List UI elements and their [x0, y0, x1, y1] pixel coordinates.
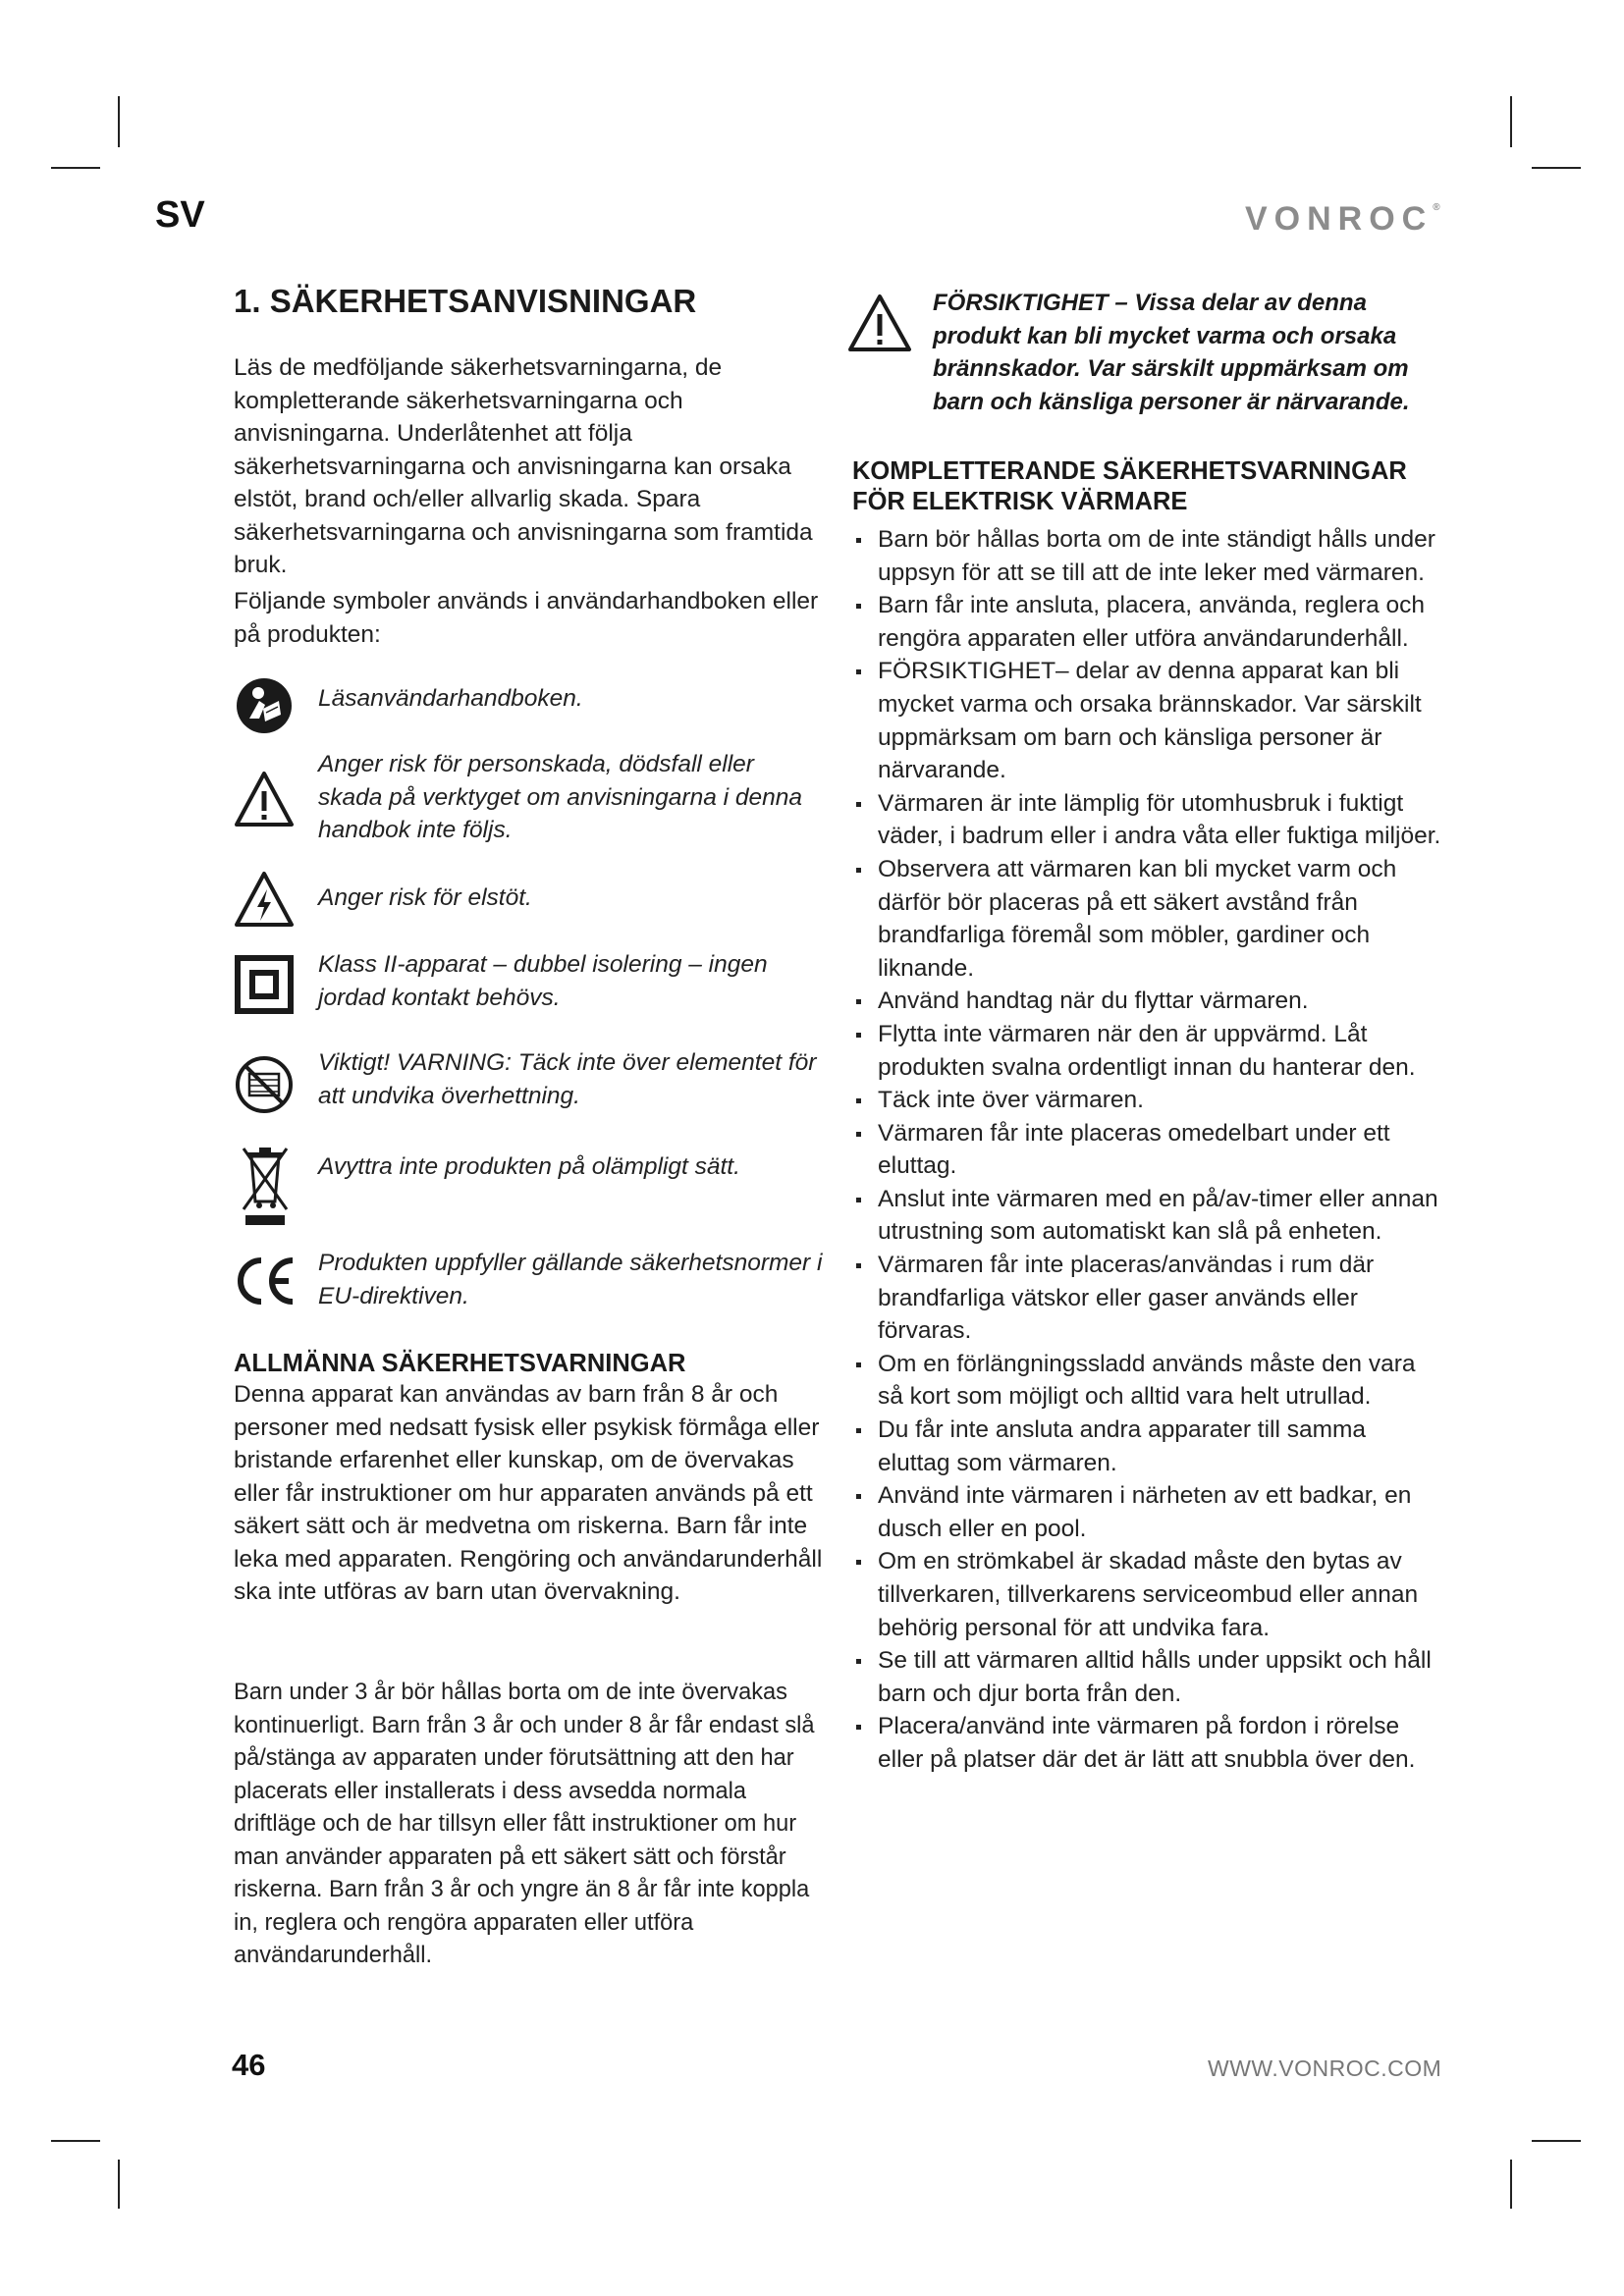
list-item	[852, 523, 1441, 589]
supplementary-warnings-heading: KOMPLETTERANDE SÄKERHETSVARNINGAR FÖR ELEKTRISK VÄRMARE	[852, 457, 1407, 515]
symbol-text: Klass II-apparat – dubbel isolering – ingen jordad kontakt behövs.	[318, 951, 768, 1011]
intro-paragraph: Läs de medföljande säkerhetsvarningarna, de kompletterande säkerhetsvarningarna och anvisningarna. Underlåtenhet att följa säkerhetsvarningarna och anvisningarna kan orsaka elstöt, brand och/eller allvarlig skada. Spara säkerhetsvarningarna och anvisningarna som framtida bruk.	[234, 354, 813, 578]
crop-mark	[118, 96, 120, 147]
list-item	[852, 589, 1441, 655]
list-item-text: Placera/använd inte värmaren på fordon i rörelse eller på platser där det är lätt att snubbla över den.	[878, 1713, 1416, 1773]
children-paragraph: Barn under 3 år bör hållas borta om de inte övervakas kontinuerligt. Barn från 3 år och under 8 år får endast slå på/stänga av apparaten under förutsättning att den har placerats eller installerats i dess avsedda normala driftläge och de har tillsyn eller fått instruktioner om hur man använder apparaten på ett säkert sätt och förstår riskerna. Barn från 3 år och yngre än 8 år får inte koppla in, reglera och rengöra apparaten eller utföra användarunderhåll.	[234, 1680, 815, 1968]
general-warnings-paragraph: Denna apparat kan användas av barn från 8 år och personer med nedsatt fysisk eller psykisk förmåga eller bristande erfarenhet eller kunskap, om de övervakas eller får instruktioner om hur apparaten används på ett säkert sätt och är medvetna om riskerna. Barn får inte leka med apparaten. Rengöring och användarunderhåll ska inte utföras av barn utan övervakning.	[234, 1381, 823, 1605]
list-item-text: Värmaren får inte placeras/användas i rum där brandfarliga vätskor eller gaser används eller förvaras.	[878, 1252, 1375, 1345]
list-item-text: Anslut inte värmaren med en på/av-timer eller annan utrustning som automatiskt kan slå på enheten.	[878, 1185, 1438, 1246]
website-url: WWW.VONROC.COM	[1208, 2056, 1442, 2081]
list-item-text: Använd inte värmaren i närheten av ett badkar, en dusch eller en pool.	[878, 1482, 1412, 1542]
read-manual-icon	[234, 675, 295, 736]
list-item	[852, 1249, 1441, 1348]
symbol-row	[234, 948, 823, 1023]
symbol-row	[234, 1046, 823, 1121]
warning-triangle-icon	[234, 770, 295, 830]
symbol-text: Läsanvändarhandboken.	[318, 685, 583, 712]
caution-triangle-icon	[846, 293, 913, 353]
list-item-text: Se till att värmaren alltid hålls under uppsikt och håll barn och djur borta från den.	[878, 1647, 1432, 1707]
list-item-text: Observera att värmaren kan bli mycket varm och därför bör placeras på ett säkert avstånd från brandfarliga föremål som möbler, gardiner och liknande.	[878, 855, 1397, 982]
list-item-text: Flytta inte värmaren när den är uppvärmd. Låt produkten svalna ordentligt innan du hanterar den.	[878, 1020, 1416, 1081]
ce-mark-icon	[234, 1255, 297, 1308]
list-item	[852, 655, 1441, 786]
page-number: 46	[232, 2048, 266, 2082]
list-item	[852, 1018, 1441, 1084]
symbols-intro: Följande symboler används i användarhandboken eller på produkten:	[234, 588, 819, 648]
general-warnings-heading: ALLMÄNNA SÄKERHETSVARNINGAR	[234, 1350, 686, 1377]
list-item	[852, 1084, 1441, 1117]
caution-hot-surfaces: FÖRSIKTIGHET – Vissa delar av denna produkt kan bli mycket varma och orsaka brännskador. Var särskilt uppmärksam om barn och känsliga personer är närvarande.	[933, 290, 1410, 415]
crop-mark	[1510, 96, 1512, 147]
section-title: 1. SÄKERHETSANVISNINGAR	[234, 283, 697, 319]
crop-mark	[51, 2140, 100, 2142]
crop-mark	[1532, 167, 1581, 169]
list-item	[852, 1117, 1441, 1183]
electric-shock-triangle-icon	[234, 870, 295, 931]
list-item-text: Använd handtag när du flyttar värmaren.	[878, 988, 1309, 1015]
list-item-text: FÖRSIKTIGHET– delar av denna apparat kan bli mycket varma och orsaka brännskador. Var särskilt uppmärksam om barn och känsliga personer är närvarande.	[878, 658, 1422, 784]
symbol-row	[234, 1247, 823, 1315]
list-item-text: Om en förlängningssladd används måste den vara så kort som möjligt och alltid vara helt utrullad.	[878, 1350, 1416, 1411]
crop-mark	[1532, 2140, 1581, 2142]
weee-crossed-bin-icon	[238, 1145, 293, 1227]
list-item	[852, 1644, 1441, 1710]
list-item-text: Barn bör hållas borta om de inte ständigt hålls under uppsyn för att se till att de inte leker med värmaren.	[878, 526, 1435, 586]
symbol-row	[234, 748, 823, 856]
list-item	[852, 1710, 1441, 1776]
list-item	[852, 1348, 1441, 1414]
list-item-text: Täck inte över värmaren.	[878, 1087, 1144, 1114]
list-item-text: Du får inte ansluta andra apparater till samma eluttag som värmaren.	[878, 1416, 1367, 1476]
list-item	[852, 1414, 1441, 1479]
symbol-text: Avyttra inte produkten på olämpligt sätt.	[318, 1153, 740, 1180]
brand-name: VONROC	[1245, 200, 1434, 238]
list-item	[852, 1479, 1441, 1545]
list-item	[852, 853, 1441, 985]
list-item	[852, 985, 1441, 1018]
crop-mark	[51, 167, 100, 169]
symbol-text: Produkten uppfyller gällande säkerhetsnormer i EU-direktiven.	[318, 1250, 823, 1309]
registered-mark: ®	[1433, 202, 1440, 213]
symbol-row	[234, 1145, 823, 1233]
list-item-text: Värmaren är inte lämplig för utomhusbruk i fuktigt väder, i badrum eller i andra våta eller fuktiga miljöer.	[878, 789, 1441, 850]
class-ii-double-square-icon	[234, 954, 295, 1015]
list-item-text: Om en strömkabel är skadad måste den bytas av tillverkaren, tillverkarens serviceombud eller annan behörig personal för att undvika fara.	[878, 1548, 1419, 1641]
list-item	[852, 1545, 1441, 1644]
brand-logo	[1245, 200, 1440, 239]
symbol-text: Anger risk för personskada, dödsfall eller skada på verktyget om anvisningarna i denna handbok inte följs.	[318, 751, 803, 843]
symbol-text: Anger risk för elstöt.	[318, 884, 532, 911]
symbol-row	[234, 870, 823, 934]
do-not-cover-icon	[234, 1054, 295, 1115]
list-item	[852, 787, 1441, 853]
crop-mark	[1510, 2160, 1512, 2209]
symbol-text: Viktigt! VARNING: Täck inte över elementet för att undvika överhettning.	[318, 1049, 817, 1109]
symbol-row	[234, 675, 823, 734]
list-item-text: Värmaren får inte placeras omedelbart under ett eluttag.	[878, 1119, 1390, 1180]
list-item-text: Barn får inte ansluta, placera, använda, reglera och rengöra apparaten eller utföra användarunderhåll.	[878, 592, 1426, 652]
list-item	[852, 1183, 1441, 1249]
language-code: SV	[155, 194, 205, 236]
crop-mark	[118, 2160, 120, 2209]
supplementary-warnings-list	[852, 523, 1441, 1777]
